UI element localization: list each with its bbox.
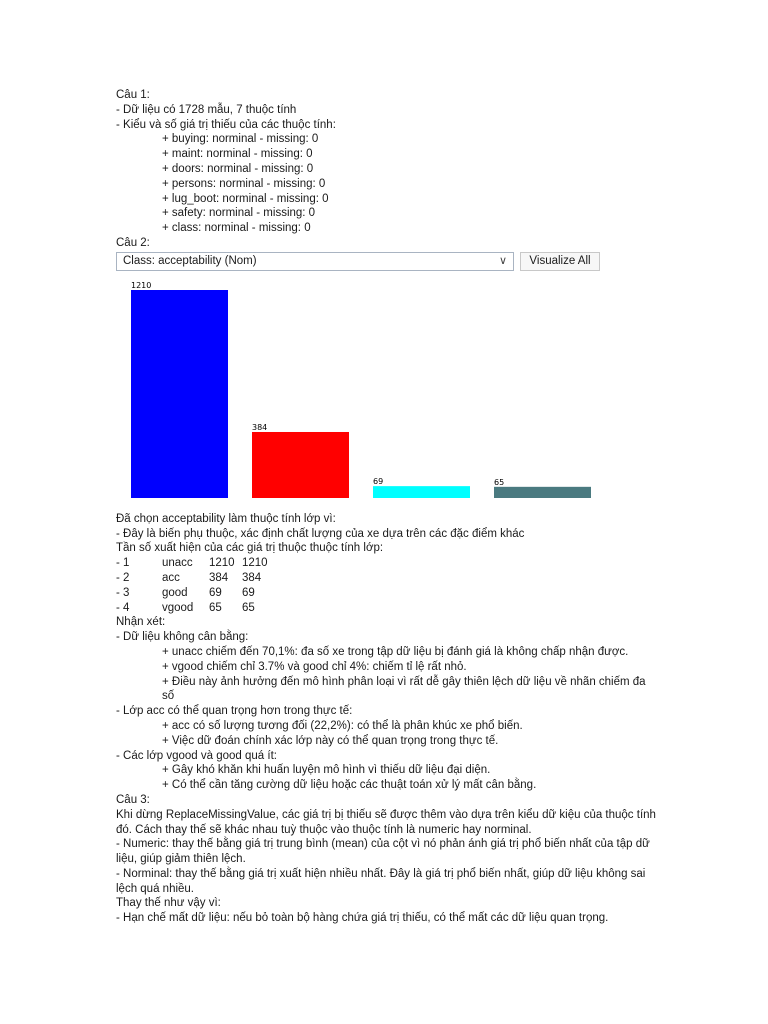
remark-item: + Gây khó khăn khi huấn luyện mô hình vì thiếu dữ liệu đại diện. [162,764,491,777]
freq-label: unacc [162,557,193,570]
freq-no: - 3 [116,586,130,599]
freq-row [116,586,656,601]
remark-heading: - Dữ liệu không cân bằng: [116,631,249,644]
freq-count: 1210 [209,557,235,570]
q3-paragraph: Thay thế như vậy vì: [116,897,221,910]
remark-item: + vgood chiếm chỉ 3.7% và good chỉ 4%: chiếm tỉ lệ rất nhỏ. [162,660,467,673]
bar-vgood [494,487,591,498]
remark-item: + unacc chiếm đến 70,1%: đa số xe trong tập dữ liệu bị đánh giá là không chấp nhận được. [162,645,629,658]
remarks-title: Nhận xét: [116,616,166,629]
weka-class-panel [116,252,600,512]
q3-paragraph: - Norminal: thay thế bằng giá trị xuất hiện nhiều nhất. Đây là giá trị phổ biến nhất, giúp dữ liệu không sai lệch quá nhiều. [116,867,646,895]
bar-value-label: 69 [373,476,384,486]
reason-line: - Đây là biến phụ thuộc, xác định chất lượng của xe dựa trên các đặc điểm khác [116,527,525,540]
freq-title: Tần số xuất hiện của các giá trị thuộc thuộc tính lớp: [116,542,384,555]
visualize-all-button[interactable]: Visualize All [520,252,600,271]
q2-heading: Câu 2: [116,236,150,249]
freq-no: - 4 [116,601,130,614]
remark-item: + Điều này ảnh hưởng đến mô hình phân loại vì rất dễ gây thiên lệch dữ liệu về nhãn chiếm đa số [162,675,646,703]
attribute-item: + doors: norminal - missing: 0 [162,162,314,175]
freq-weight: 69 [242,586,255,599]
freq-no: - 1 [116,557,130,570]
class-select-value: Class: acceptability (Nom) [123,254,257,267]
q3-paragraph: - Numeric: thay thế bằng giá trị trung bình (mean) của cột vì nó phản ánh giá trị phổ biến nhất của tập dữ liệu, giúp giảm thiên lệch. [116,838,650,866]
freq-count: 65 [209,601,222,614]
q3-heading: Câu 3: [116,793,150,806]
bar-value-label: 384 [252,422,268,432]
freq-no: - 2 [116,571,130,584]
remark-item: + acc có số lượng tương đối (22,2%): có thể là phân khúc xe phổ biến. [162,719,523,732]
freq-weight: 65 [242,601,255,614]
bar-chart-svg [116,276,600,512]
bar-unacc [131,290,228,498]
bar-acc [252,432,349,498]
freq-label: good [162,586,188,599]
remark-heading: - Các lớp vgood và good quá ít: [116,749,277,762]
attribute-item: + class: norminal - missing: 0 [162,222,311,235]
bar-good [373,486,470,498]
document-page [116,88,656,926]
freq-count: 69 [209,586,222,599]
attribute-item: + maint: norminal - missing: 0 [162,148,313,161]
q3-paragraph: Khi dừng ReplaceMissingValue, các giá trị bị thiếu sẽ được thêm vào dựa trên kiểu dữ kiệu của thuộc tính đó. Cách thay thế sẽ khác nhau tuỳ thuộc vào thuộc tính là numeric hay norminal. [116,808,656,836]
remark-item: + Việc dữ đoán chính xác lớp này có thể quan trọng trong thực tế. [162,734,499,747]
q1-line2: - Kiểu và số giá trị thiếu của các thuộc tính: [116,118,336,131]
attribute-item: + safety: norminal - missing: 0 [162,207,316,220]
freq-label: acc [162,571,180,584]
bar-value-label: 1210 [131,280,152,290]
remark-item: + Có thể cần tăng cường dữ liệu hoặc các thuật toán xử lý mất cân bằng. [162,779,537,792]
attribute-item: + persons: norminal - missing: 0 [162,177,326,190]
freq-row [116,571,656,586]
q1-heading: Câu 1: [116,89,150,101]
reason-title: Đã chọn acceptability làm thuộc tính lớp vì: [116,512,336,525]
freq-weight: 384 [242,571,262,584]
freq-row [116,601,656,616]
attribute-item: + buying: norminal - missing: 0 [162,133,319,146]
attribute-item: + lug_boot: norminal - missing: 0 [162,192,329,205]
freq-count: 384 [209,571,229,584]
freq-row [116,556,656,571]
q3-paragraph: - Hạn chế mất dữ liệu: nếu bỏ toàn bộ hàng chứa giá trị thiếu, có thể mất các dữ liệu quan trọng. [116,912,609,925]
remark-heading: - Lớp acc có thể quan trọng hơn trong thực tế: [116,705,353,718]
q1-line1: - Dữ liệu có 1728 mẫu, 7 thuộc tính [116,103,297,116]
freq-weight: 1210 [242,557,268,570]
freq-label: vgood [162,601,194,614]
bar-value-label: 65 [494,477,505,487]
chevron-down-icon: ∨ [498,254,507,267]
class-select[interactable] [116,252,514,271]
class-distribution-chart [116,276,600,512]
